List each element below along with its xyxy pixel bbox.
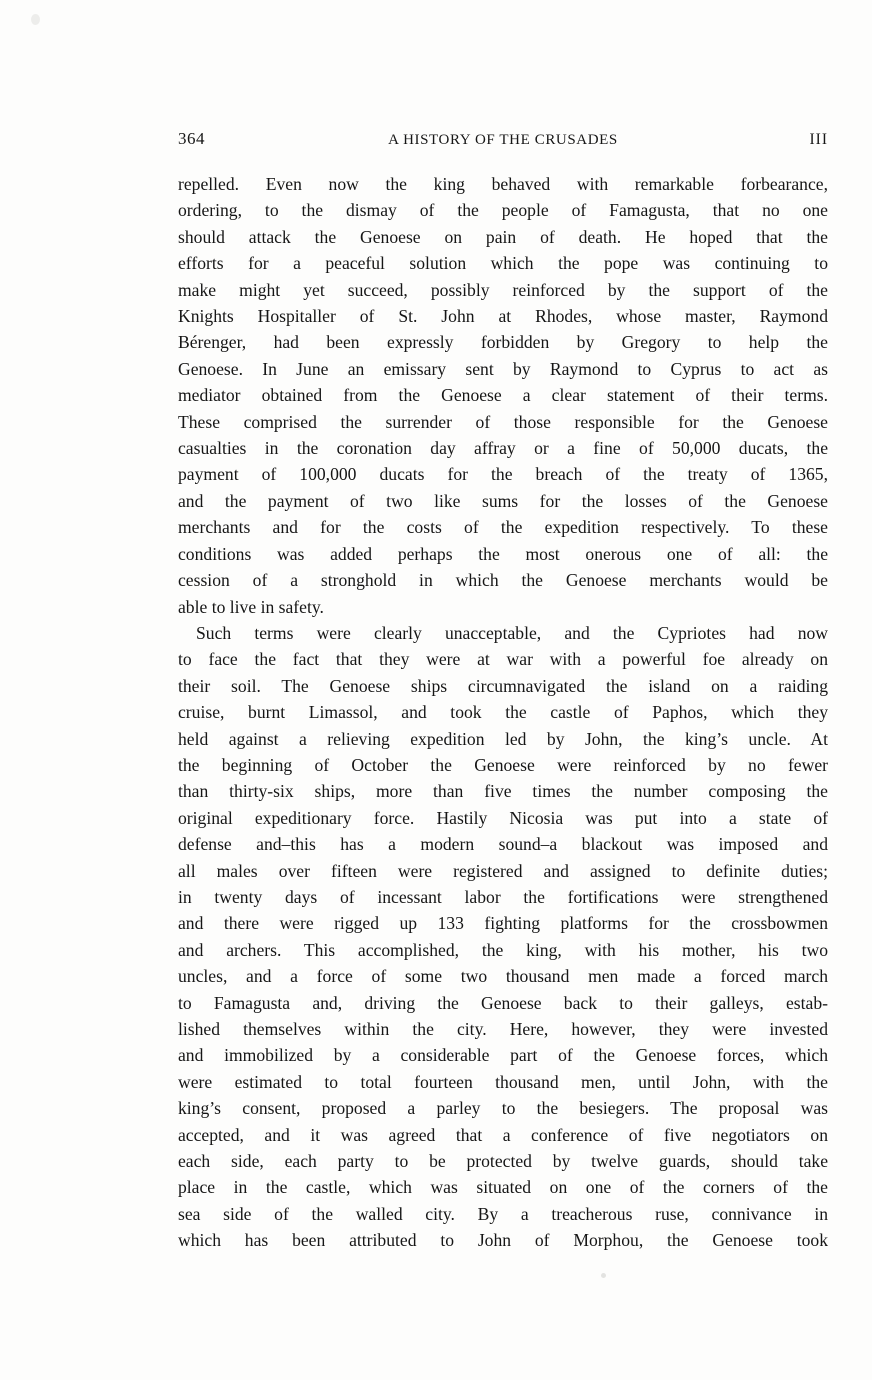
paragraph [178,620,828,1254]
text-line: cruise, burnt Limassol, and took the castle of Paphos, which they [178,702,828,723]
text-line: defense and–this has a modern sound–a blackout was imposed and [178,834,828,855]
text-line: the beginning of October the Genoese were reinforced by no fewer [178,754,828,775]
scan-artifact [31,14,40,25]
text-line: efforts for a peaceful solution which the pope was continuing to [178,253,828,274]
running-title: A HISTORY OF THE CRUSADES [388,132,618,148]
volume-number: III [809,131,828,148]
text-line: and archers. This accomplished, the king, with his mother, his two [178,939,828,960]
text-line: and there were rigged up 133 fighting platforms for the crossbowmen [178,913,828,934]
text-line: Such terms were clearly unacceptable, and the Cypriotes had now [196,622,828,643]
page-body [178,171,828,1254]
text-line: place in the castle, which was situated on one of the corners of the [178,1177,828,1198]
text-line: were estimated to total fourteen thousand men, until John, with the [178,1071,828,1092]
page-number: 364 [178,129,205,148]
text-line: able to live in safety. [178,596,324,617]
text-line: cession of a stronghold in which the Genoese merchants would be [178,570,828,591]
text-line: to Famagusta and, driving the Genoese back to their galleys, estab- [178,992,828,1013]
running-header [178,129,828,149]
text-line: Knights Hospitaller of St. John at Rhodes, whose master, Raymond [178,306,828,327]
text-line: Bérenger, had been expressly forbidden by Gregory to help the [178,332,828,353]
text-line: ordering, to the dismay of the people of Famagusta, that no one [178,200,828,221]
text-line: their soil. The Genoese ships circumnavigated the island on a raiding [178,675,828,696]
text-line: than thirty-six ships, more than five times the number composing the [178,781,828,802]
text-line: should attack the Genoese on pain of death. He hoped that the [178,226,828,247]
text-line: accepted, and it was agreed that a conference of five negotiators on [178,1124,828,1145]
text-line: uncles, and a force of some two thousand men made a forced march [178,966,828,987]
text-line: conditions was added perhaps the most onerous one of all: the [178,543,828,564]
text-line: original expeditionary force. Hastily Nicosia was put into a state of [178,807,828,828]
text-line: lished themselves within the city. Here, however, they were invested [178,1019,828,1039]
text-line: casualties in the coronation day affray or a fine of 50,000 ducats, the [178,438,828,459]
paragraph [178,171,828,620]
text-line: make might yet succeed, possibly reinforced by the support of the [178,279,828,300]
text-line: These comprised the surrender of those responsible for the Genoese [178,411,828,432]
text-line: all males over fifteen were registered and assigned to definite duties; [178,860,828,881]
text-line: sea side of the walled city. By a treacherous ruse, connivance in [178,1203,828,1224]
text-line: and the payment of two like sums for the losses of the Genoese [178,490,828,511]
text-line: held against a relieving expedition led by John, the king’s uncle. At [178,728,828,749]
text-line: repelled. Even now the king behaved with remarkable forbearance, [178,174,828,194]
text-line: to face the fact that they were at war with a powerful foe already on [178,649,828,670]
text-line: merchants and for the costs of the expedition respectively. To these [178,517,828,538]
text-line: and immobilized by a considerable part of the Genoese forces, which [178,1045,828,1066]
text-line: Genoese. In June an emissary sent by Raymond to Cyprus to act as [178,358,828,379]
text-line: in twenty days of incessant labor the fortifications were strengthened [178,886,828,907]
text-line: which has been attributed to John of Morphou, the Genoese took [178,1230,828,1251]
text-line: payment of 100,000 ducats for the breach of the treaty of 1365, [178,464,828,485]
text-line: mediator obtained from the Genoese a clear statement of their terms. [178,385,828,406]
text-line: each side, each party to be protected by twelve guards, should take [178,1151,828,1172]
text-line: king’s consent, proposed a parley to the besiegers. The proposal was [178,1098,828,1119]
scan-artifact [601,1273,606,1278]
